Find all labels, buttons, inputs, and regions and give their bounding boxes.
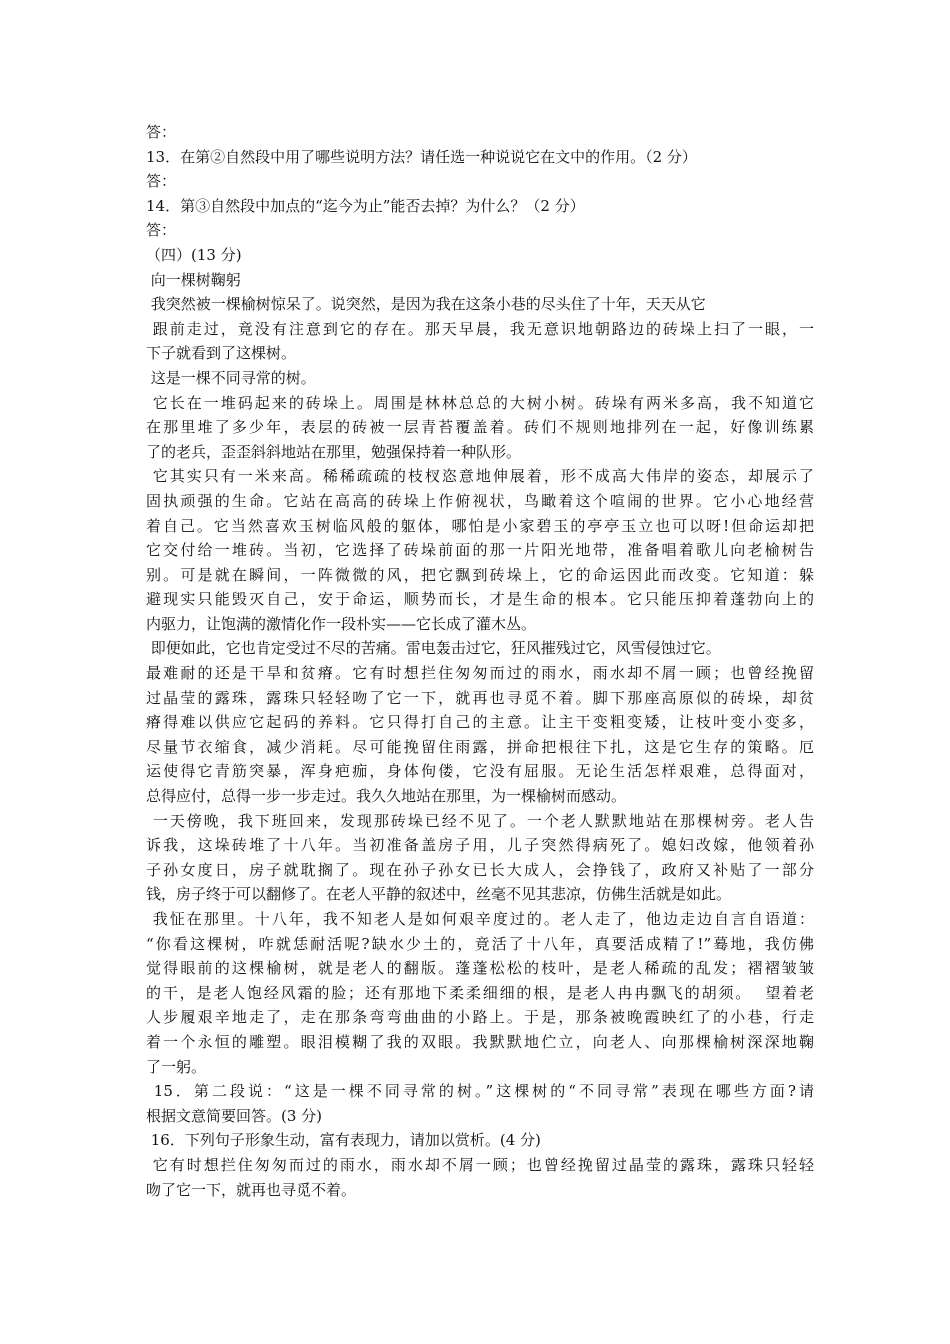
text-line: 在那里堆了多少年，表层的砖被一层青苔覆盖着。砖们不规则地排列在一起，好像训练累 (146, 418, 814, 437)
text-line: 吻了它一下，就再也寻觅不着。 (146, 1180, 357, 1199)
text-line: 一天傍晚，我下班回来，发现那砖垛已经不见了。一个老人默默地站在那棵树旁。老人告 (146, 811, 814, 830)
text-line: 觉得眼前的这棵榆树，就是老人的翻版。蓬蓬松松的枝叶，是老人稀疏的乱发；褶褶皱皱 (146, 959, 814, 978)
text-line: 避现实只能毁灭自己，安于命运，顺势而长，才是生命的根本。它只能压抑着蓬勃向上的 (146, 590, 814, 609)
text-line: 即便如此，它也肯定受过不尽的苦痛。雷电轰击过它，狂风摧残过它，风雪侵蚀过它。 (146, 639, 721, 658)
text-line: 答： (146, 172, 177, 191)
text-line: 答： (146, 221, 177, 240)
text-line: 总得应付，总得一步一步走过。我久久地站在那里，为一棵榆树而感动。 (146, 787, 627, 806)
text-line: 它其实只有一米来高。稀稀疏疏的枝杈恣意地伸展着，形不成高大伟岸的姿态，却展示了 (146, 467, 814, 486)
text-line: 了一躬。 (146, 1057, 207, 1076)
text-line: “你看这棵树，咋就恁耐活呢?缺水少土的，竟活了十八年，真要活成精了!”蓦地，我仿佛 (146, 934, 814, 953)
text-line: （四）(13 分) (146, 245, 242, 264)
text-line: 我突然被一棵榆树惊呆了。说突然，是因为我在这条小巷的尽头住了十年，天天从它 (146, 295, 706, 314)
text-line: 15．第二段说：“这是一棵不同寻常的树。”这棵树的“不同寻常”表现在哪些方面?请 (146, 1082, 814, 1101)
text-line: 它长在一堆码起来的砖垛上。周围是林林总总的大树小树。砖垛有两米多高，我不知道它 (146, 393, 814, 412)
text-line: 根据文意简要回答。(3 分) (146, 1106, 323, 1125)
text-line: 13．在第②自然段中用了哪些说明方法？请任选一种说说它在文中的作用。（2 分） (146, 147, 697, 166)
text-line: 这是一棵不同寻常的树。 (146, 368, 316, 387)
text-line: 运使得它青筋突暴，浑身疤痂，身体佝偻，它没有屈服。无论生活怎样艰难，总得面对， (146, 762, 814, 781)
text-line: 答： (146, 123, 177, 141)
text-line: 着自己。它当然喜欢玉树临风般的躯体，哪怕是小家碧玉的亭亭玉立也可以呀!但命运却把 (146, 516, 814, 535)
text-line: 它有时想拦住匆匆而过的雨水，雨水却不屑一顾；也曾经挽留过晶莹的露珠，露珠只轻轻 (146, 1155, 814, 1174)
text-line: 14．第③自然段中加点的“迄今为止”能否去掉？为什么？（2 分） (146, 196, 585, 215)
text-line: 跟前走过，竟没有注意到它的存在。那天早晨，我无意识地朝路边的砖垛上扫了一眼，一 (146, 319, 814, 338)
text-line: 了的老兵，歪歪斜斜地站在那里，勉强保持着一种队形。 (146, 442, 522, 461)
text-line: 我怔在那里。十八年，我不知老人是如何艰辛度过的。老人走了，他边走边自言自语道： (146, 910, 814, 928)
text-line: 的干，是老人饱经风霜的脸；还有那地下柔柔细细的根，是老人冉冉飘飞的胡须。 望着老 (146, 983, 814, 1002)
text-line: 诉我，这垛砖堆了十八年。当初准备盖房子用，儿子突然得病死了。媳妇改嫁，他领着孙 (146, 836, 814, 855)
text-line: 最难耐的还是干旱和贫瘠。它有时想拦住匆匆而过的雨水，雨水却不屑一顾；也曾经挽留 (146, 664, 814, 683)
text-line: 尽量节衣缩食，减少消耗。尽可能挽留住雨露，拼命把根往下扎，这是它生存的策略。厄 (146, 737, 814, 756)
text-line: 人步履艰辛地走了，走在那条弯弯曲曲的小路上。于是，那条被晚霞映红了的小巷，行走 (146, 1008, 814, 1027)
text-line: 别。可是就在瞬间，一阵微微的风，把它飘到砖垛上，它的命运因此而改变。它知道：躲 (146, 565, 814, 584)
text-line: 向一棵树鞠躬 (146, 270, 241, 289)
text-line: 16．下列句子形象生动，富有表现力，请加以赏析。(4 分) (146, 1131, 541, 1150)
text-line: 子孙女度日，房子就耽搁了。现在孙子孙女已长大成人，会挣钱了，政府又补贴了一部分 (146, 860, 814, 879)
text-line: 固执顽强的生命。它站在高高的砖垛上作俯视状，鸟瞰着这个喧闹的世界。它小心地经营 (146, 491, 814, 510)
text-line: 它交付给一堆砖。当初，它选择了砖垛前面的那一片阳光地带，准备唱着歌儿向老榆树告 (146, 541, 814, 560)
document-body (146, 120, 814, 1202)
text-line: 钱，房子终于可以翻修了。在老人平静的叙述中，丝毫不见其悲凉，仿佛生活就是如此。 (146, 885, 732, 904)
text-line: 瘠得难以供应它起码的养料。它只得打自己的主意。让主干变粗变矮，让枝叶变小变多， (146, 713, 814, 732)
text-line: 下子就看到了这棵树。 (146, 344, 297, 363)
text-line: 过晶莹的露珠，露珠只轻轻吻了它一下，就再也寻觅不着。脚下那座高原似的砖垛，却贫 (146, 688, 814, 707)
text-line: 着一个永恒的雕塑。眼泪模糊了我的双眼。我默默地伫立，向老人、向那棵榆树深深地鞠 (146, 1032, 814, 1051)
text-line: 内驱力，让饱满的激情化作一段朴实——它长成了灌木丛。 (146, 614, 537, 633)
